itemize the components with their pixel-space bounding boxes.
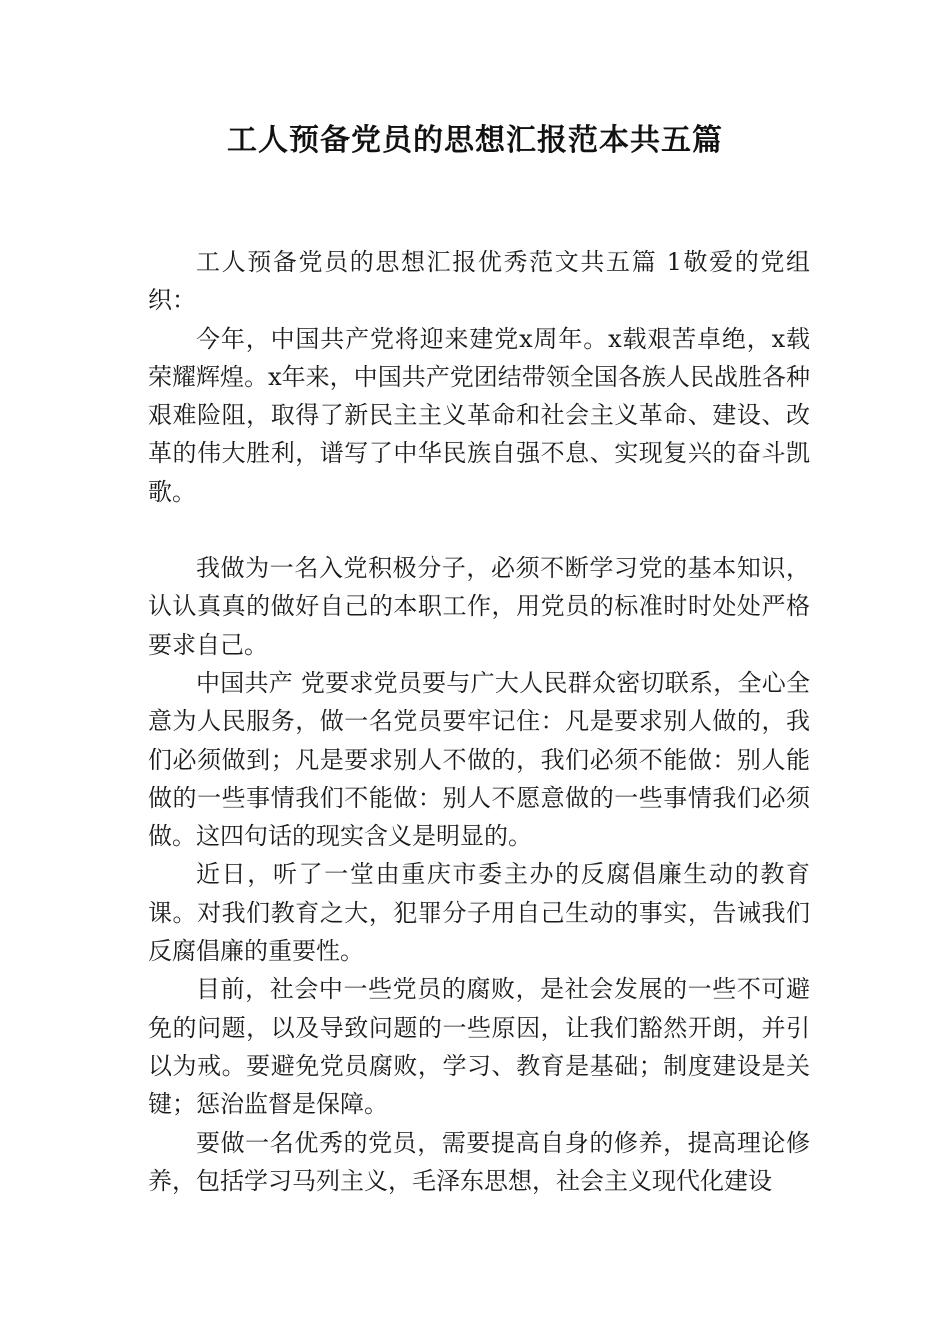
document-title: 工人预备党员的思想汇报范本共五篇	[227, 123, 723, 158]
paragraph: 我做为一名入党积极分子，必须不断学习党的基本知识，认认真真的做好自己的本职工作，用党员的标准时时处处严格要求自己。	[148, 554, 810, 659]
document-body	[148, 243, 810, 1200]
paragraph: 近日，听了一堂由重庆市委主办的反腐倡廉生动的教育课。对我们教育之大，犯罪分子用自己生动的事实，告诫我们反腐倡廉的重要性。	[148, 860, 810, 966]
paragraph-greeting: 工人预备党员的思想汇报优秀范文共五篇 1敬爱的党组织：	[148, 248, 810, 315]
paragraph: 中国共产 党要求党员要与广大人民群众密切联系，全心全意为人民服务，做一名党员要牢记住：凡是要求别人做的，我们必须做到；凡是要求别人不做的，我们必须不能做：别人能做的一些事情我们不能做：别人不愿意做的一些事情我们必须做。这四句话的现实含义是明显的。	[148, 668, 810, 851]
paragraph: 要做一名优秀的党员，需要提高自身的修养，提高理论修养，包括学习马列主义，毛泽东思想，社会主义现代化建设	[148, 1128, 810, 1195]
paragraph: 今年，中国共产党将迎来建党x周年。x载艰苦卓绝，x载荣耀辉煌。x年来，中国共产党团结带领全国各族人民战胜各种艰难险阻，取得了新民主主义革命和社会主义革命、建设、改革的伟大胜利，谱写了中华民族自强不息、实现复兴的奋斗凯歌。	[148, 324, 810, 506]
paragraph: 目前，社会中一些党员的腐败，是社会发展的一些不可避免的问题，以及导致问题的一些原因，让我们豁然开朗，并引以为戒。要避免党员腐败，学习、教育是基础；制度建设是关键；惩治监督是保障。	[148, 975, 810, 1119]
